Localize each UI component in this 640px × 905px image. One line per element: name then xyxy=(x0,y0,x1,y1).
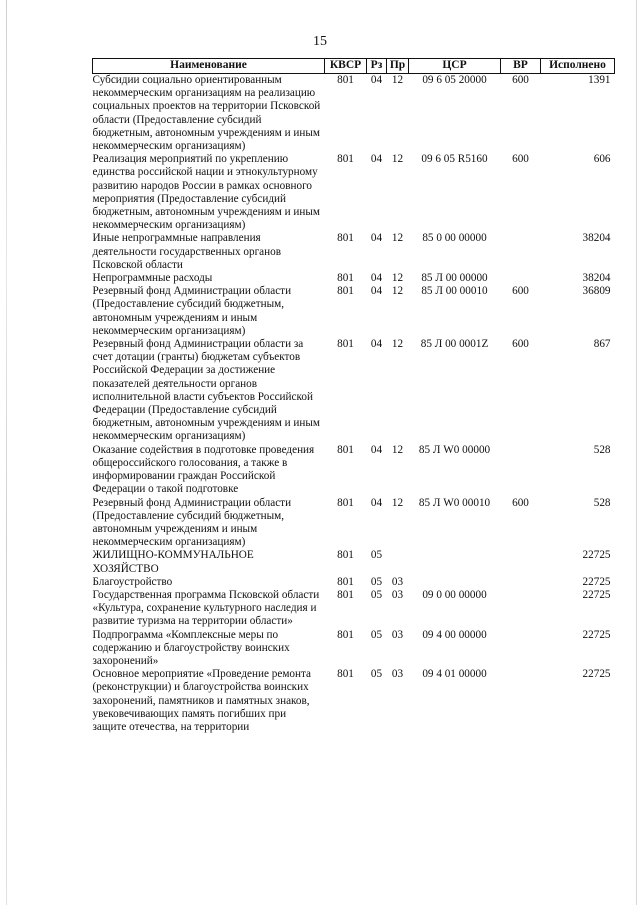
row-executed: 22725 xyxy=(582,575,611,588)
header-rz: Рз xyxy=(367,59,387,74)
row-pr: 12 xyxy=(391,153,404,166)
row-vr xyxy=(501,576,541,589)
table-row xyxy=(93,444,615,497)
row-rz: 04 xyxy=(370,443,383,456)
scan-edge-left xyxy=(6,0,7,905)
row-vr: 600 xyxy=(512,153,529,166)
header-vr: ВР xyxy=(501,59,541,74)
row-executed: 528 xyxy=(593,443,611,456)
row-kvsr: 801 xyxy=(337,232,354,245)
row-kvsr: 801 xyxy=(337,74,354,86)
row-pr: 12 xyxy=(391,496,404,509)
header-csr: ЦСР xyxy=(409,59,501,74)
table-row xyxy=(93,285,615,338)
table-row xyxy=(93,153,615,232)
row-csr: 09 6 05 R5160 xyxy=(421,153,488,166)
row-executed: 606 xyxy=(593,153,611,166)
row-name: Резервный фонд Администрации области (Предоставление субсидий бюджетным, автономным учреждениям и иным некоммерческим организациям) xyxy=(92,285,292,337)
page-number: 15 xyxy=(313,34,327,49)
header-executed: Исполнено xyxy=(541,59,615,74)
row-executed: 38204 xyxy=(582,272,611,285)
row-csr: 09 6 05 20000 xyxy=(422,74,487,86)
row-kvsr: 801 xyxy=(337,668,354,681)
row-pr: 12 xyxy=(391,338,404,351)
row-vr xyxy=(501,549,541,575)
row-csr: 09 0 00 00000 xyxy=(422,588,487,601)
row-name: Основное мероприятие «Проведение ремонта (реконструкции) и благоустройства воинских захоронений, памятников и памятных знаков, увековечивающих память погибших при защите отечества, на территории xyxy=(92,668,311,733)
row-rz: 04 xyxy=(370,338,383,351)
row-pr: 03 xyxy=(391,668,404,681)
row-rz: 04 xyxy=(370,232,383,245)
row-rz: 05 xyxy=(370,588,383,601)
table-row xyxy=(93,576,615,589)
header-name: Наименование xyxy=(93,59,325,74)
row-name: Благоустройство xyxy=(92,575,173,588)
row-rz: 04 xyxy=(370,272,383,285)
row-vr xyxy=(501,232,541,272)
row-vr: 600 xyxy=(512,338,529,351)
row-rz: 05 xyxy=(370,668,383,681)
row-rz: 04 xyxy=(370,74,383,86)
header-kvsr: КВСР xyxy=(325,59,367,74)
row-kvsr: 801 xyxy=(337,549,354,562)
row-pr: 12 xyxy=(391,74,404,86)
row-csr: 85 Л 00 0001Z xyxy=(420,338,489,351)
row-rz: 05 xyxy=(370,549,383,562)
table-row xyxy=(93,629,615,669)
row-rz: 05 xyxy=(370,628,383,641)
row-vr: 600 xyxy=(512,285,529,298)
scan-edge-right xyxy=(636,0,637,905)
row-csr: 85 Л W0 00010 xyxy=(418,496,491,509)
row-vr xyxy=(501,668,541,734)
row-csr: 85 Л 00 00010 xyxy=(421,285,488,298)
row-name: Реализация мероприятий по укреплению единства российской нации и этнокультурному развитию народов России в рамках основного мероприятия (Предоставление субсидий бюджетным, автономным учреждениям и иным некоммерческим организациям) xyxy=(92,153,320,232)
row-kvsr: 801 xyxy=(337,272,354,285)
row-vr xyxy=(501,444,541,497)
row-kvsr: 801 xyxy=(337,628,354,641)
row-executed: 867 xyxy=(593,338,611,351)
table-row xyxy=(93,232,615,272)
row-executed: 528 xyxy=(593,496,611,509)
row-name: Непрограммные расходы xyxy=(92,272,213,285)
row-pr: 03 xyxy=(391,575,404,588)
row-executed: 22725 xyxy=(582,668,611,681)
row-name: Подпрограмма «Комплексные меры по содержанию и благоустройству воинских захоронений» xyxy=(92,628,290,667)
row-executed: 36809 xyxy=(582,285,611,298)
row-csr: 85 0 00 00000 xyxy=(422,232,487,245)
table-row xyxy=(93,668,615,734)
row-csr xyxy=(409,549,501,575)
table-row xyxy=(93,338,615,444)
table-row xyxy=(93,497,615,550)
row-name: ЖИЛИЩНО-КОММУНАЛЬНОЕ ХОЗЯЙСТВО xyxy=(92,549,254,575)
table-row xyxy=(93,272,615,285)
row-pr: 12 xyxy=(391,285,404,298)
row-csr xyxy=(409,576,501,589)
row-csr: 09 4 00 00000 xyxy=(422,628,487,641)
table-row xyxy=(93,74,615,154)
row-executed: 22725 xyxy=(582,588,611,601)
row-vr xyxy=(501,272,541,285)
budget-table xyxy=(92,58,615,734)
row-vr xyxy=(501,589,541,629)
row-pr: 03 xyxy=(391,628,404,641)
row-csr: 09 4 01 00000 xyxy=(422,668,487,681)
row-kvsr: 801 xyxy=(337,443,354,456)
row-kvsr: 801 xyxy=(337,588,354,601)
row-rz: 04 xyxy=(370,496,383,509)
row-pr: 12 xyxy=(391,232,404,245)
row-kvsr: 801 xyxy=(337,285,354,298)
row-vr: 600 xyxy=(512,496,529,509)
row-executed: 22725 xyxy=(582,628,611,641)
row-pr: 12 xyxy=(391,272,404,285)
row-pr: 03 xyxy=(391,588,404,601)
row-executed: 38204 xyxy=(582,232,611,245)
row-name: Оказание содействия в подготовке проведения общероссийского голосования, а также в информировании граждан Российской Федерации о такой подготовке xyxy=(92,443,315,496)
row-kvsr: 801 xyxy=(337,338,354,351)
table-row xyxy=(93,549,615,575)
row-kvsr: 801 xyxy=(337,496,354,509)
row-csr: 85 Л W0 00000 xyxy=(418,443,491,456)
row-vr xyxy=(501,629,541,669)
header-pr: Пр xyxy=(387,59,409,74)
row-pr xyxy=(387,549,409,575)
row-rz: 04 xyxy=(370,285,383,298)
row-rz: 04 xyxy=(370,153,383,166)
row-kvsr: 801 xyxy=(337,153,354,166)
row-name: Иные непрограммные направления деятельности государственных органов Псковской области xyxy=(92,232,282,271)
row-kvsr: 801 xyxy=(337,575,354,588)
row-executed: 1391 xyxy=(588,74,611,86)
row-pr: 12 xyxy=(391,443,404,456)
row-vr: 600 xyxy=(512,74,529,86)
row-rz: 05 xyxy=(370,575,383,588)
row-csr: 85 Л 00 00000 xyxy=(421,272,488,285)
table-header-row xyxy=(93,59,615,74)
table-row xyxy=(93,589,615,629)
row-name: Резервный фонд Администрации области (Предоставление субсидий бюджетным, автономным учреждениям и иным некоммерческим организациям) xyxy=(92,496,292,549)
row-name: Резервный фонд Администрации области за счет дотации (гранты) бюджетам субъектов Российской Федерации за достижение показателей деятельности органов исполнительной власти субъектов Российской Федерации (Предоставление субсидий бюджетным, автономным учреждениям и иным некоммерческим организациям) xyxy=(92,338,320,443)
row-name: Субсидии социально ориентированным некоммерческим организациям на реализацию социальных проектов на территории Псковской области (Предоставление субсидий бюджетным, автономным учреждениям и иным некоммерческим организациям) xyxy=(92,74,321,153)
row-executed: 22725 xyxy=(582,549,611,562)
row-name: Государственная программа Псковской области «Культура, сохранение культурного наследия и развитие туризма на территории области» xyxy=(92,588,320,628)
